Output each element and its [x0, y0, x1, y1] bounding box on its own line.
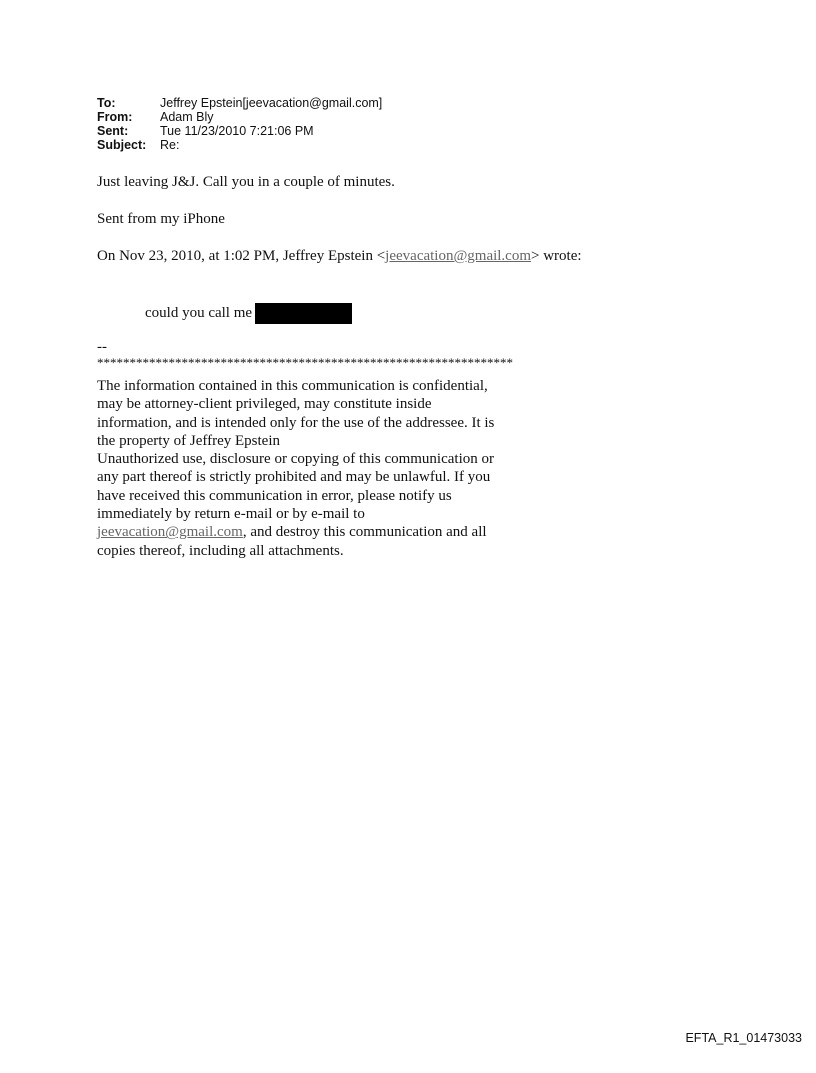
to-value: Jeffrey Epstein[jeevacation@gmail.com]	[160, 96, 383, 110]
quote-intro-suffix: > wrote:	[531, 248, 582, 264]
sent-label: Sent:	[97, 124, 129, 138]
quote-intro-email-link[interactable]: jeevacation@gmail.com	[385, 248, 532, 264]
quote-intro-prefix: On Nov 23, 2010, at 1:02 PM, Jeffrey Epstein <	[97, 248, 386, 264]
disclaimer-email-link[interactable]: jeevacation@gmail.com	[97, 524, 243, 541]
quoted-message	[145, 303, 352, 324]
to-row	[97, 96, 382, 110]
disclaimer	[97, 377, 497, 560]
from-row	[97, 110, 382, 124]
quote-intro	[97, 248, 582, 265]
subject-value: Re:	[160, 138, 180, 152]
subject-label: Subject:	[97, 138, 147, 152]
disclaimer-dashes: --	[97, 339, 107, 355]
message-signature: Sent from my iPhone	[97, 211, 225, 227]
disclaimer-part3: , and destroy this communication and all copies thereof, including all attachments.	[97, 524, 487, 559]
sent-value: Tue 11/23/2010 7:21:06 PM	[160, 124, 314, 138]
document-id: EFTA_R1_01473033	[685, 1031, 802, 1045]
disclaimer-part2: Unauthorized use, disclosure or copying of this communication or any part thereof is strictly prohibited and may be unlawful. If you have received this communication in error, please notify us immediately by return e-mail or by e-mail to	[97, 451, 494, 523]
disclaimer-stars: ****************************************************************	[97, 355, 513, 370]
from-value: Adam Bly	[160, 110, 214, 124]
subject-row	[97, 138, 382, 152]
disclaimer-part1: The information contained in this communication is confidential, may be attorney-client privileged, may constitute inside information, and is intended only for the use of the addressee. It is the property of Jeffrey Epstein	[97, 378, 495, 449]
message-line: Just leaving J&J. Call you in a couple of minutes.	[97, 174, 395, 190]
email-header	[97, 96, 382, 152]
from-label: From:	[97, 110, 133, 124]
sent-row	[97, 124, 382, 138]
to-label: To:	[97, 96, 116, 110]
quoted-text: could you call me	[145, 305, 253, 321]
redaction-block	[255, 303, 352, 324]
